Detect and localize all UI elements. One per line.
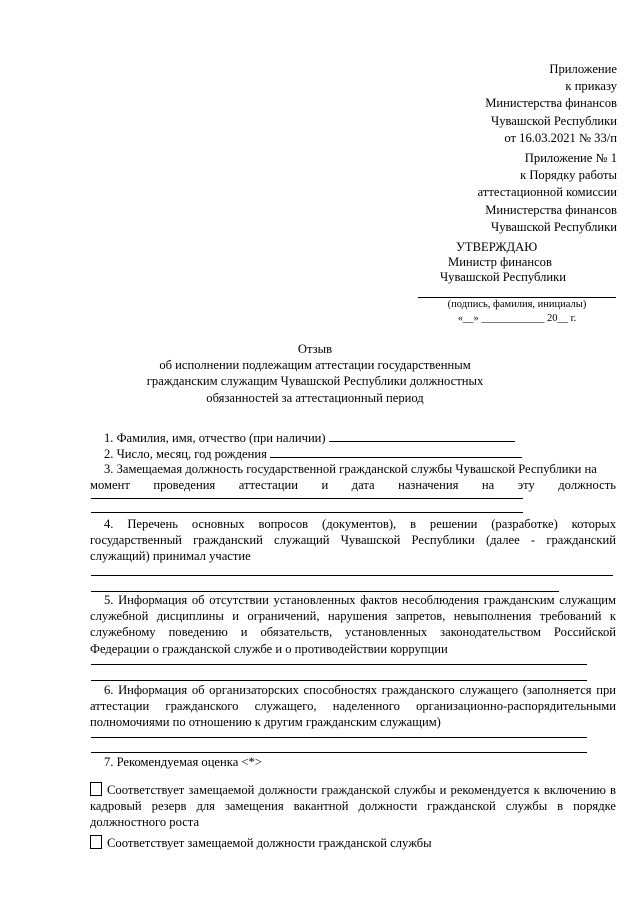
option-reserve	[90, 782, 616, 831]
item-violations: 5. Информация об отсутствии установленных фактов несоблюдения гражданским служащим служебной дисциплины и ограничений, нарушения запретов, невыполнения требований к служебному поведению и обязательств, установленных законодательством Российской Федерации о гражданской службе и о противодействии коррупции	[90, 593, 616, 656]
item-birth-date	[104, 446, 604, 462]
item-recommended-grade: 7. Рекомендуемая оценка <*>	[104, 755, 262, 769]
appendix-commission: аттестационной комиссии	[477, 185, 617, 200]
item-position-line-1: 3. Замещаемая должность государственной гражданской службы Чувашской Республики на	[104, 462, 597, 476]
approval-position: Министр финансов	[448, 255, 552, 269]
appendix-procedure: к Порядку работы	[520, 168, 617, 183]
appendix-procedure-reference	[478, 150, 617, 236]
appendix-ministry: Министерства финансов	[485, 96, 617, 111]
title-line-2: об исполнении подлежащим аттестации государственным	[159, 358, 471, 373]
signature-caption: (подпись, фамилия, инициалы)	[447, 299, 587, 310]
option-corresponds-label: Соответствует замещаемой должности гражданской службы	[107, 836, 432, 850]
full-name-field[interactable]	[329, 430, 515, 442]
position-field-line[interactable]	[91, 498, 523, 499]
option-corresponds	[90, 835, 616, 851]
approval-title: УТВЕРЖДАЮ	[456, 240, 538, 254]
appendix-order-date: от 16.03.2021 № 33/п	[504, 130, 617, 145]
item-full-name	[104, 430, 604, 446]
position-field-line-2[interactable]	[91, 512, 523, 513]
skills-field-line-2[interactable]	[91, 752, 587, 753]
signature-line	[418, 297, 616, 298]
title-line-4: обязанностей за аттестационный период	[206, 390, 424, 405]
appendix-label: Приложение	[549, 62, 617, 76]
appendix-to-order: к приказу	[565, 79, 617, 94]
item-questions: 4. Перечень основных вопросов (документов), в решении (разработке) которых государственный гражданский служащий Чувашской Республики (далее - гражданский служащий) принимал участие	[90, 517, 616, 564]
questions-field-line[interactable]	[91, 575, 613, 576]
approval-republic: Чувашской Республики	[440, 270, 566, 284]
violations-field-line[interactable]	[91, 664, 587, 665]
violations-field-line-2[interactable]	[91, 680, 587, 681]
item-full-name-label: 1. Фамилия, имя, отчество (при наличии)	[104, 431, 326, 445]
appendix-number: Приложение № 1	[524, 151, 617, 165]
title-line-3: гражданским служащим Чувашской Республики должностных	[146, 374, 484, 389]
appendix-ministry-2: Министерства финансов	[485, 202, 617, 217]
appendix-republic: Чувашской Республики	[491, 113, 617, 128]
option-reserve-label: Соответствует замещаемой должности гражданской службы и рекомендуется к включению в кадровый резерв для замещения вакантной должности гражданской службы в порядке должностного роста	[90, 783, 616, 830]
appendix-republic-2: Чувашской Республики	[491, 219, 617, 234]
approval-date-field: «__» ____________ 20__ г.	[457, 313, 577, 324]
document-title	[90, 341, 540, 406]
skills-field-line[interactable]	[91, 737, 587, 738]
item-position-line-2: момент проведения аттестации и дата назначения на эту должность	[90, 478, 616, 492]
option-corresponds-checkbox[interactable]	[90, 835, 102, 849]
item-organizational-skills: 6. Информация об организаторских способностях гражданского служащего (заполняется при аттестации гражданского служащего, наделенного организационно-распорядительными полномочиями по отношению к другим гражданским служащим)	[90, 683, 616, 730]
item-birth-date-label: 2. Число, месяц, год рождения	[104, 447, 267, 461]
birth-date-field[interactable]	[270, 446, 522, 458]
option-reserve-checkbox[interactable]	[90, 782, 102, 796]
appendix-order-reference	[485, 61, 617, 147]
title-review: Отзыв	[297, 342, 333, 356]
